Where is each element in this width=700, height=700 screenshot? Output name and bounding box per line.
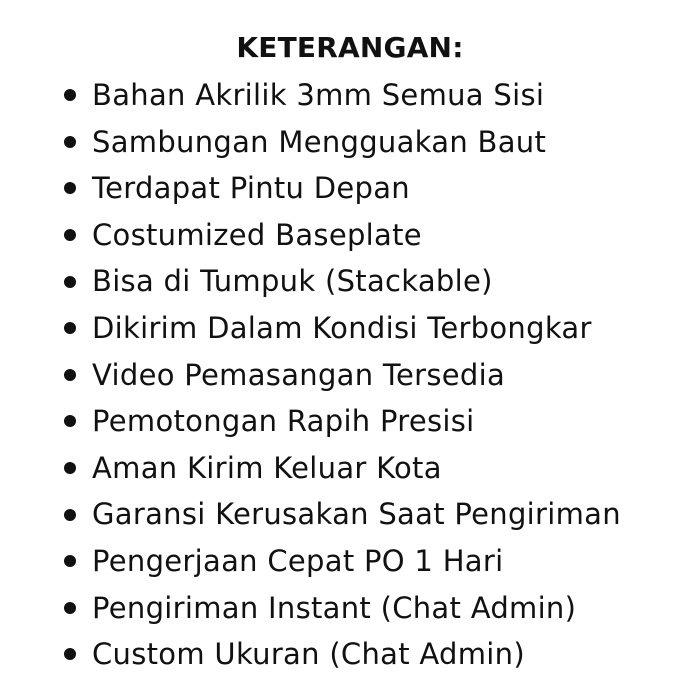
list-item-label: Costumized Baseplate (92, 217, 422, 252)
list-item-label: Garansi Kerusakan Saat Pengiriman (92, 497, 621, 532)
feature-list (0, 72, 700, 678)
list-item-label: Sambungan Mengguakan Baut (92, 124, 547, 159)
list-item (0, 538, 700, 585)
list-item (0, 631, 700, 678)
list-item-label: Video Pemasangan Tersedia (92, 357, 506, 392)
bullet-icon (64, 89, 76, 101)
list-item (0, 305, 700, 352)
list-item (0, 398, 700, 445)
list-item-label: Custom Ukuran (Chat Admin) (92, 637, 525, 672)
list-item-label: Pemotongan Rapih Presisi (92, 404, 475, 439)
list-item-label: Terdapat Pintu Depan (92, 171, 410, 206)
list-item (0, 165, 700, 212)
list-item-label: Bahan Akrilik 3mm Semua Sisi (92, 78, 545, 112)
bullet-icon (64, 509, 76, 521)
list-item-label: Pengiriman Instant (Chat Admin) (92, 590, 577, 625)
bullet-icon (64, 229, 76, 241)
list-item (0, 445, 700, 492)
bullet-icon (64, 648, 76, 660)
list-item (0, 72, 700, 119)
heading: KETERANGAN: (236, 31, 464, 64)
list-item (0, 491, 700, 538)
bullet-icon (64, 136, 76, 148)
bullet-icon (64, 182, 76, 194)
list-item-label: Pengerjaan Cepat PO 1 Hari (92, 543, 504, 578)
list-item (0, 212, 700, 259)
bullet-icon (64, 322, 76, 334)
bullet-icon (64, 462, 76, 474)
list-item (0, 258, 700, 305)
bullet-icon (64, 555, 76, 567)
list-item (0, 119, 700, 166)
list-item-label: Dikirim Dalam Kondisi Terbongkar (92, 310, 592, 345)
bullet-icon (64, 602, 76, 614)
list-item (0, 585, 700, 632)
bullet-icon (64, 276, 76, 288)
list-item-label: Aman Kirim Keluar Kota (92, 450, 442, 485)
bullet-icon (64, 415, 76, 427)
bullet-icon (64, 369, 76, 381)
list-item (0, 352, 700, 399)
list-item-label: Bisa di Tumpuk (Stackable) (92, 264, 493, 299)
